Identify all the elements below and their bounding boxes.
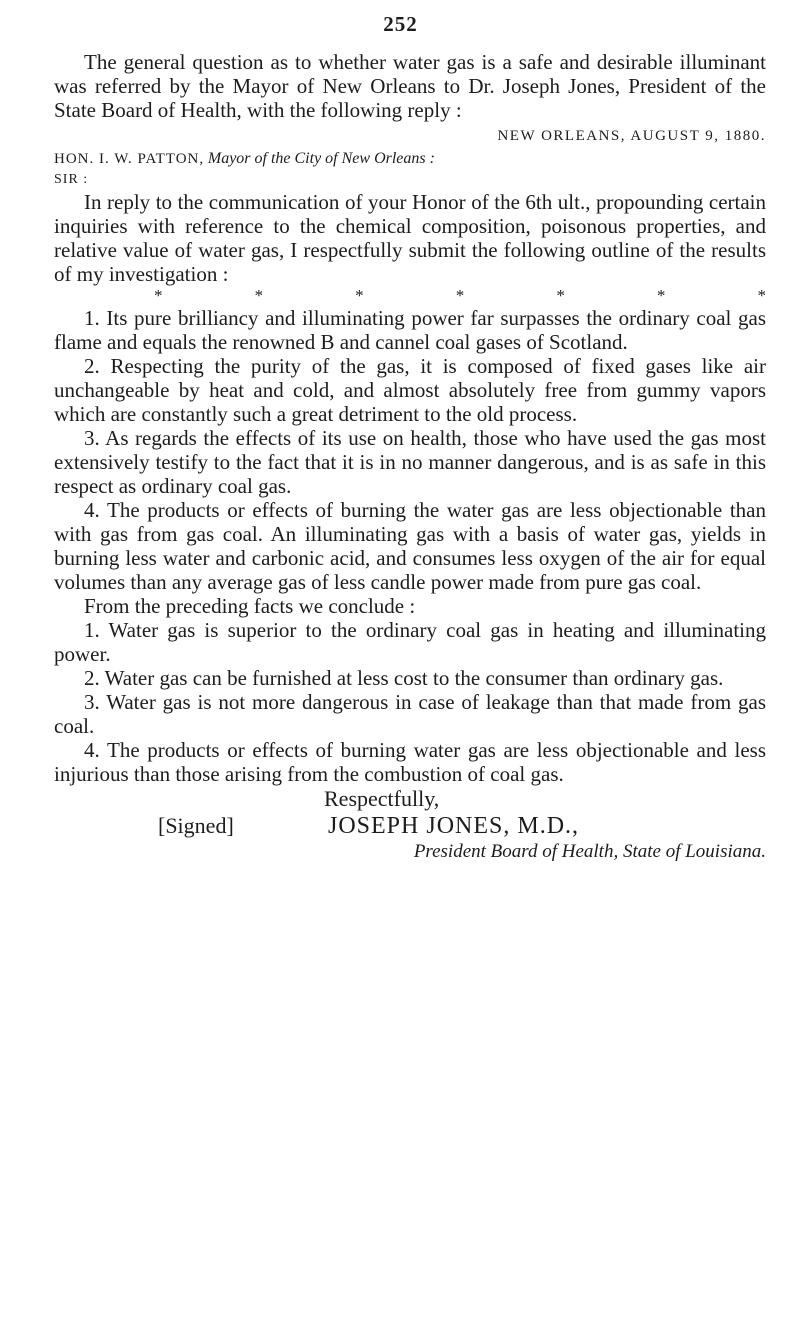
finding-item: 2. Respecting the purity of the gas, it is composed of fixed gases like air unchangeable by heat and cold, and almost absolutely free from gummy vapors which are constantly such a great detriment to the old process. — [54, 354, 766, 426]
letter-closing: Respectfully, — [324, 786, 440, 811]
star-mark: * — [656, 286, 666, 305]
signed-marker: [Signed] — [158, 813, 234, 838]
finding-item: 1. Its pure brilliancy and illuminating power far surpasses the ordinary coal gas flame and equals the renowned B and cannel coal gases of Scotland. — [54, 306, 766, 354]
star-mark: * — [355, 286, 364, 305]
conclusion-item: 3. Water gas is not more dangerous in case of leakage than that made from gas coal. — [54, 690, 766, 738]
finding-item: 4. The products or effects of burning the water gas are less objectionable than with gas from gas coal. An illuminating gas with a basis of water gas, yields in burning less water and carbonic acid, and consumes less oxygen of the air for equal volumes than any average gas of less candle power made from pure gas coal. — [54, 498, 766, 594]
signer-title: President Board of Health, State of Louisiana. — [413, 841, 766, 862]
page-number: 252 — [383, 12, 418, 36]
opening-paragraph: In reply to the communication of your Honor of the 6th ult., propounding certain inquiries with reference to the chemical composition, poisonous properties, and relative value of water gas, I respectfully submit the following outline of the results of my investigation : — [54, 190, 766, 286]
letter-salutation — [54, 148, 766, 170]
page-content — [54, 50, 766, 864]
salutation-title: Mayor of the City of New Orleans : — [207, 150, 435, 167]
star-mark: * — [757, 286, 766, 305]
salutation-sir: SIR : — [54, 172, 89, 187]
section-break — [54, 286, 766, 306]
signer-name: JOSEPH JONES, M.D., — [328, 813, 580, 839]
intro-paragraph: The general question as to whether water gas is a safe and desirable illuminant was referred by the Mayor of New Orleans to Dr. Joseph Jones, President of the State Board of Health, with the following reply : — [54, 50, 766, 122]
star-mark: * — [455, 286, 465, 305]
salutation-honorific: HON. I. W. PATTON, — [54, 151, 205, 167]
star-mark: * — [556, 286, 565, 305]
letter-dateline: NEW ORLEANS, AUGUST 9, 1880. — [497, 128, 766, 144]
finding-item: 3. As regards the effects of its use on health, those who have used the gas most extensively testify to the fact that it is in no manner dangerous, and is as safe in this respect as ordinary coal gas. — [54, 426, 766, 498]
conclusion-item: 4. The products or effects of burning water gas are less objectionable and less injurious than those arising from the combustion of coal gas. — [54, 738, 766, 786]
signature-block — [54, 812, 766, 840]
star-mark: * — [254, 286, 264, 305]
conclusion-item: 2. Water gas can be furnished at less cost to the consumer than ordinary gas. — [84, 666, 724, 690]
conclusion-item: 1. Water gas is superior to the ordinary coal gas in heating and illuminating power. — [54, 618, 766, 666]
star-mark: * — [154, 286, 163, 305]
conclusion-intro: From the preceding facts we conclude : — [84, 594, 416, 618]
